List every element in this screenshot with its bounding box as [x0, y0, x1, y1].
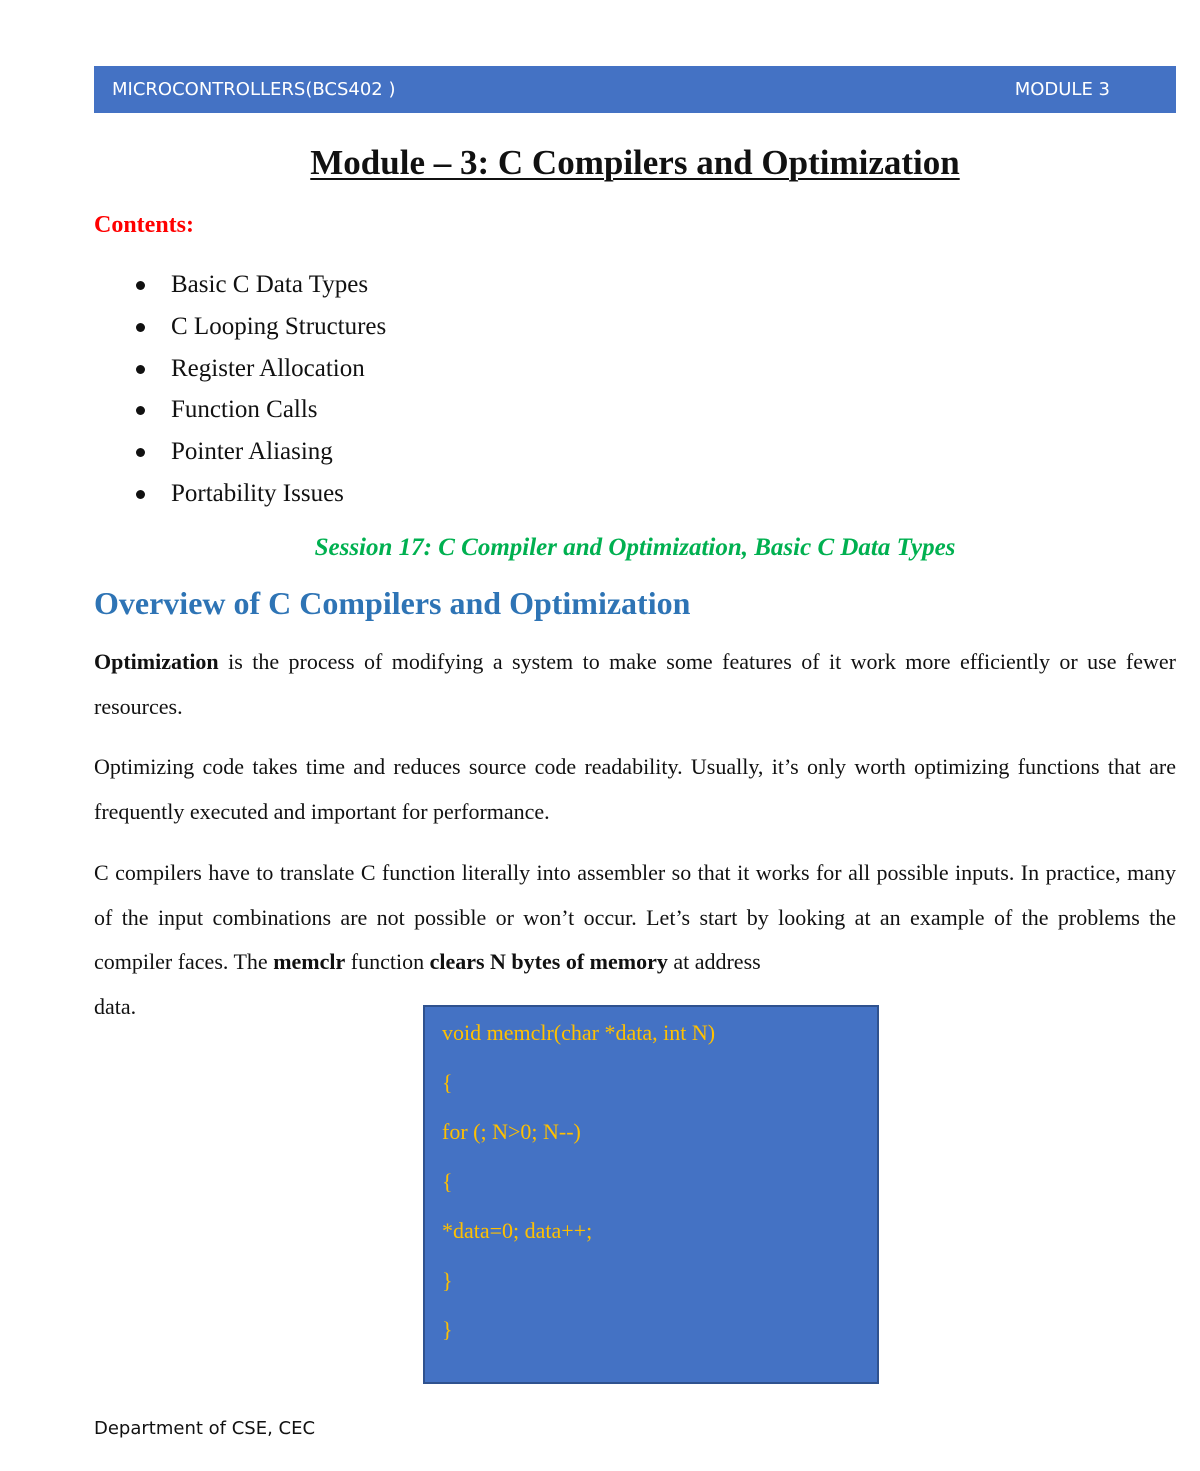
section-heading: Overview of C Compilers and Optimization	[94, 585, 691, 621]
list-item-label: Register Allocation	[171, 354, 365, 382]
contents-label: Contents:	[94, 212, 194, 238]
bullet-icon	[136, 448, 145, 457]
page-title: Module – 3: C Compilers and Optimization	[310, 143, 960, 182]
bullet-icon	[136, 406, 145, 415]
list-item-label: Basic C Data Types	[171, 271, 369, 298]
bullet-icon	[136, 281, 145, 290]
paragraph-text: C compilers have to translate C function literally into assembler so that it works for all possible inputs. In practice, many of the input combinations are not possible or won’t occur. Let’s start by looking at an example of the problems the compiler faces. The	[94, 860, 1176, 974]
bold-term: clears N bytes of memory	[429, 949, 668, 974]
list-item-label: Function Calls	[171, 396, 318, 424]
page-footer: Department of CSE, CEC	[94, 1418, 316, 1439]
list-item-label: Pointer Aliasing	[171, 438, 333, 466]
bold-term: Optimization	[94, 649, 219, 674]
code-line: for (; N>0; N--)	[442, 1119, 581, 1144]
session-heading: Session 17: C Compiler and Optimization, Basic C Data Types	[314, 534, 956, 561]
bullet-icon	[136, 365, 145, 374]
list-item-label: Portability Issues	[171, 479, 344, 507]
paragraph-optimization-cost: Optimizing code takes time and reduces source code readability. Usually, it’s only worth optimizing functions that are frequently executed and important for performance.	[94, 754, 1176, 824]
paragraph-text: function	[345, 949, 430, 974]
paragraph-optimization-definition	[94, 640, 1176, 729]
code-line: *data=0; data++;	[442, 1218, 593, 1243]
bullet-icon	[136, 490, 145, 499]
list-item	[132, 473, 386, 515]
paragraph-last-line: data.	[94, 994, 137, 1019]
code-line: {	[442, 1168, 453, 1194]
code-line: }	[442, 1267, 453, 1293]
code-line: {	[442, 1069, 453, 1095]
list-item	[132, 306, 386, 348]
list-item	[132, 348, 386, 390]
page-header-bar	[94, 66, 1176, 113]
list-item	[132, 389, 386, 431]
contents-list	[132, 264, 386, 515]
paragraph-compiler-problem	[94, 851, 1176, 985]
paragraph-text: is the process of modifying a system to make some features of it work more efficiently or use fewer resources.	[94, 649, 1176, 719]
code-line: void memclr(char *data, int N)	[442, 1020, 716, 1045]
list-item-label: C Looping Structures	[171, 312, 387, 340]
bold-term: memclr	[273, 949, 346, 974]
code-block	[423, 1005, 879, 1384]
list-item	[132, 431, 386, 473]
paragraph-text: at address	[667, 949, 761, 974]
header-course-title: MICROCONTROLLERS(BCS402 )	[112, 79, 396, 100]
header-module-label: MODULE 3	[1014, 79, 1110, 100]
list-item	[132, 264, 386, 306]
bullet-icon	[136, 323, 145, 332]
code-line: }	[442, 1317, 453, 1342]
